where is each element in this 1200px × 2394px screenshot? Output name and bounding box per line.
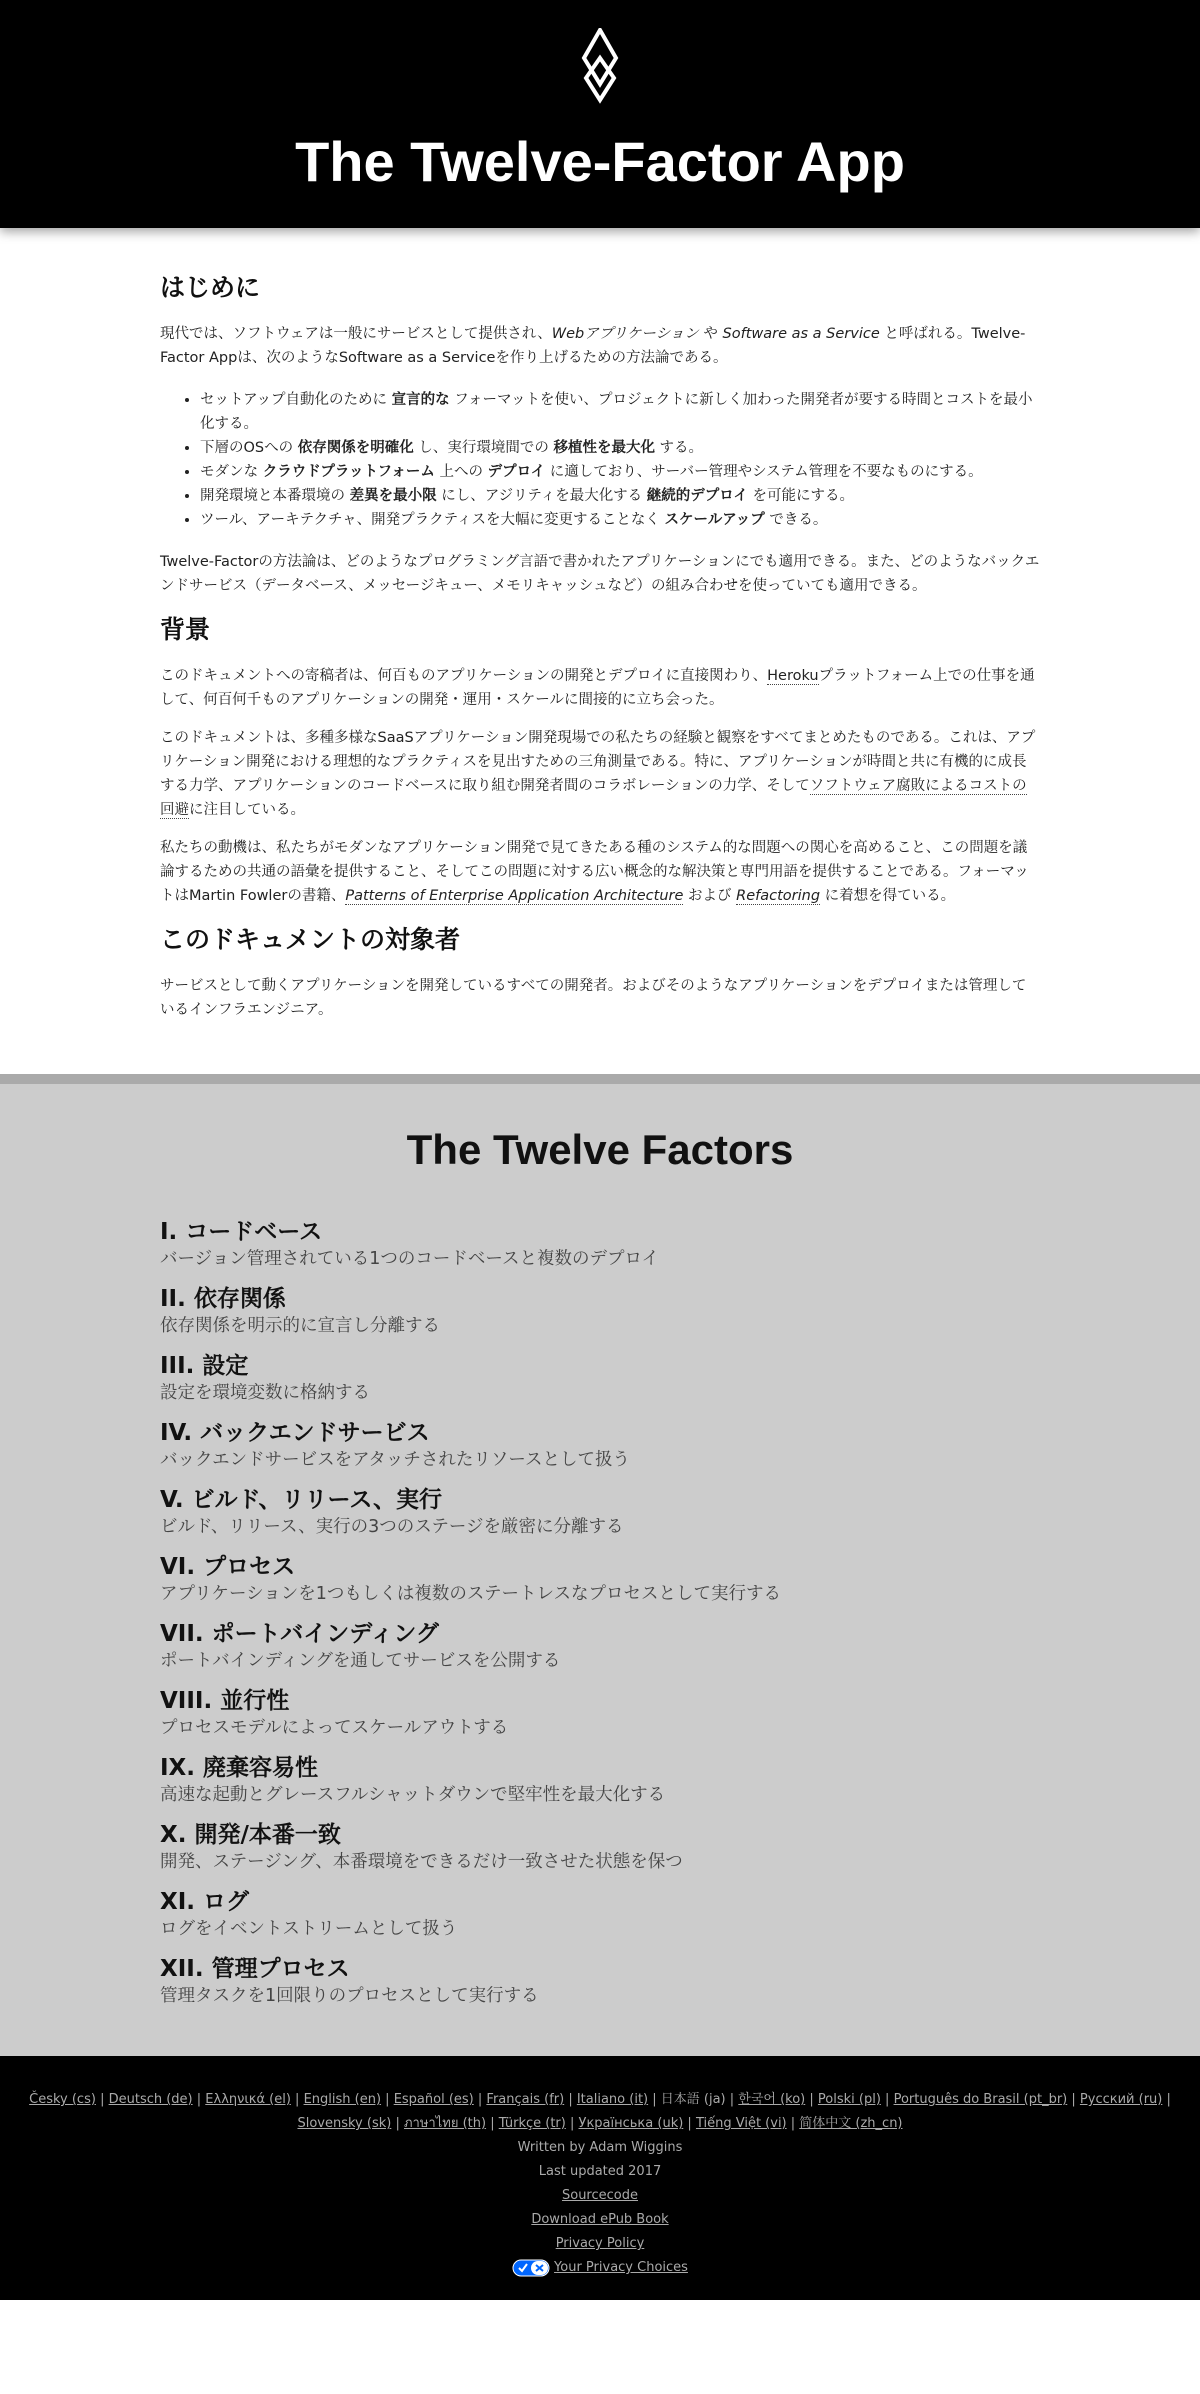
language-link[interactable]: Polski (pl) (817, 2092, 881, 2107)
factor-item[interactable] (160, 1620, 1040, 1674)
separator: | (381, 2092, 394, 2107)
list-item (200, 436, 1040, 460)
separator: | (805, 2092, 818, 2107)
factor-item[interactable] (160, 1754, 1040, 1808)
text: 私たちの動機は、私たちがモダンなアプリケーション開発で見てきたある種のシステム的な問題への関心を高めること、この問題を議論するための共通の語彙を提供すること、そしてこの問題に対する広い概念的な解決策と専門用語を提供することである。フォーマットはMartin Fowlerの書籍、 (160, 840, 1029, 904)
factor-item[interactable] (160, 1419, 1040, 1473)
intro-content (160, 228, 1040, 1056)
intro-paragraph-2: Twelve-Factorの方法論は、どのようなプログラミング言語で書かれたアプリケーションにでも適用できる。また、どのようなバックエンドサービス（データベース、メッセージキュー、メモリキャッシュなど）の組み合わせを使っていても適用できる。 (160, 554, 1040, 594)
text: このドキュメントへの寄稿者は、何百ものアプリケーションの開発とデプロイに直接関わり、 (160, 668, 768, 684)
epub-download-link[interactable]: Download ePub Book (531, 2212, 669, 2227)
language-link[interactable]: Deutsch (de) (108, 2092, 193, 2107)
language-link[interactable]: ภาษาไทย (th) (403, 2116, 487, 2131)
separator: | (725, 2092, 739, 2107)
text: このドキュメントは、多種多様なSaaSアプリケーション開発現場での私たちの経験と観察をすべてまとめたものである。これは、アプリケーション開発における理想的なプラクティスを見出すための三角測量である。特に、アプリケーションが時間と共に有機的に成長する力学、アプリケーションのコードベースに取り組む開発者間のコラボレーションの力学、そして (160, 730, 1036, 794)
emphasis: Webアプリケーション (551, 326, 699, 342)
text: 現代では、ソフトウェアは一般にサービスとして提供され、 (160, 326, 552, 342)
twelve-factor-logo-icon (570, 28, 630, 104)
site-title: The Twelve-Factor App (295, 130, 905, 193)
text: し、実行環境間での (413, 440, 554, 456)
audience-heading: このドキュメントの対象者 (160, 925, 461, 954)
bold-text: 依存関係を明確化 (297, 440, 414, 456)
language-link[interactable]: Português do Brasil (pt_br) (893, 2092, 1068, 2107)
book-title: Refactoring (736, 888, 821, 904)
separator: | (473, 2092, 487, 2107)
language-link[interactable]: Français (fr) (486, 2092, 565, 2107)
language-link[interactable]: English (en) (303, 2092, 382, 2107)
factor-item[interactable] (160, 1888, 1040, 1942)
factor-title-link[interactable]: III. 設定 (160, 1353, 249, 1379)
book-title: Patterns of Enterprise Application Architecture (345, 888, 684, 904)
bold-text: 継続的デプロイ (646, 488, 748, 504)
factor-title-link[interactable]: II. 依存関係 (160, 1286, 286, 1312)
factor-description: バックエンドサービスをアタッチされたリソースとして扱う (160, 1450, 631, 1470)
heroku-link[interactable]: Heroku (767, 668, 819, 684)
language-link[interactable]: Русский (ru) (1079, 2092, 1163, 2107)
factor-item[interactable] (160, 1821, 1040, 1875)
bold-text: 移植性を最大化 (553, 440, 655, 456)
factor-description: 設定を環境変数に格納する (160, 1383, 370, 1403)
text: と呼ばれる。Twelve-Factor Appは、次のようなSoftware as a Serviceを作り上げるための方法論である。 (160, 326, 1026, 366)
factor-title-link[interactable]: I. コードベース (160, 1219, 323, 1245)
text: に適しており、サーバー管理やシステム管理を不要なものにする。 (545, 464, 983, 480)
language-link[interactable]: Español (es) (393, 2092, 474, 2107)
language-list (20, 2088, 1180, 2136)
privacy-choices-link[interactable]: Your Privacy Choices (554, 2260, 688, 2275)
factor-description: ビルド、リリース、実行の3つのステージを厳密に分離する (160, 1517, 624, 1537)
factors-heading: The Twelve Factors (406, 1126, 794, 1173)
factors-section (0, 1084, 1200, 2056)
software-erosion-link[interactable]: ソフトウェア腐敗によるコストの回避 (160, 778, 1027, 818)
bold-text: 宣言的な (391, 392, 450, 408)
factor-title-link[interactable]: XII. 管理プロセス (160, 1956, 350, 1982)
text: する。 (654, 440, 704, 456)
language-link[interactable]: Tiếng Việt (vi) (695, 2116, 787, 2131)
text: 下層のOSへの (200, 440, 298, 456)
separator: | (486, 2116, 499, 2131)
separator: | (290, 2092, 304, 2107)
text: を可能にする。 (747, 488, 854, 504)
factor-description: ログをイベントストリームとして扱う (160, 1919, 458, 1939)
separator: | (786, 2116, 800, 2131)
factor-item[interactable] (160, 1352, 1040, 1406)
separator: | (648, 2092, 661, 2107)
background-heading: 背景 (160, 615, 211, 644)
text: や (698, 326, 723, 342)
text: セットアップ自動化のために (200, 392, 392, 408)
separator: | (880, 2092, 894, 2107)
factor-description: 管理タスクを1回限りのプロセスとして実行する (160, 1986, 539, 2006)
separator: | (1162, 2092, 1171, 2107)
separator: | (391, 2116, 404, 2131)
privacy-choices-toggle-icon (512, 2259, 550, 2277)
last-updated: Last updated 2017 (538, 2164, 662, 2179)
background-paragraph-2 (160, 726, 1040, 822)
bold-text: 差異を最小限 (349, 488, 437, 504)
separator: | (95, 2092, 109, 2107)
factor-title-link[interactable]: X. 開発/本番一致 (160, 1822, 341, 1848)
sourcecode-link[interactable]: Sourcecode (561, 2188, 638, 2203)
audience-paragraph: サービスとして動くアプリケーションを開発しているすべての開発者。およびそのようなアプリケーションをデプロイまたは管理しているインフラエンジニア。 (160, 978, 1027, 1018)
separator: | (565, 2116, 579, 2131)
factor-description: 依存関係を明示的に宣言し分離する (160, 1316, 440, 1336)
text: できる。 (764, 512, 828, 528)
language-link[interactable]: Italiano (it) (576, 2092, 649, 2107)
refactoring-book-link[interactable] (736, 888, 820, 905)
text: にし、アジリティを最大化する (436, 488, 647, 504)
factor-item[interactable] (160, 1285, 1040, 1339)
text: フォーマットを使い、プロジェクトに新しく加わった開発者が要する時間とコストを最小化する。 (200, 392, 1033, 432)
list-item (200, 508, 1040, 532)
poeaa-book-link[interactable] (345, 888, 683, 905)
site-header (0, 0, 1200, 228)
factor-title-link[interactable]: VIII. 並行性 (160, 1688, 290, 1714)
factor-title-link[interactable]: V. ビルド、リリース、実行 (160, 1487, 443, 1513)
separator: | (564, 2092, 577, 2107)
language-link[interactable]: Українська (uk) (578, 2116, 684, 2131)
bold-text: スケールアップ (664, 512, 765, 528)
text: ツール、アーキテクチャ、開発プラクティスを大幅に変更することなく (200, 512, 665, 528)
text: 開発環境と本番環境の (200, 488, 350, 504)
language-link[interactable]: 한국어 (ko) (738, 2092, 806, 2107)
text: に注目している。 (189, 802, 305, 818)
text: 上への (434, 464, 488, 480)
list-item (200, 388, 1040, 436)
intro-paragraph-1 (160, 322, 1040, 370)
language-link[interactable]: Ελληνικά (el) (205, 2092, 291, 2107)
bold-text: クラウドプラットフォーム (262, 464, 435, 480)
factor-title-link[interactable]: VI. プロセス (160, 1554, 296, 1580)
factor-item[interactable] (160, 1553, 1040, 1607)
list-item (200, 460, 1040, 484)
factor-description: バージョン管理されている1つのコードベースと複数のデプロイ (160, 1249, 660, 1269)
separator: | (683, 2116, 696, 2131)
language-link[interactable]: Slovensky (sk) (297, 2116, 392, 2131)
text: プラットフォーム上での仕事を通して、何百何千ものアプリケーションの開発・運用・スケールに間接的に立ち会った。 (160, 668, 1035, 708)
factor-item[interactable] (160, 1687, 1040, 1741)
site-footer (0, 2056, 1200, 2300)
separator: | (192, 2092, 206, 2107)
bold-text: デプロイ (487, 464, 546, 480)
list-item (200, 484, 1040, 508)
factor-item[interactable] (160, 1955, 1040, 2009)
factor-description: ポートバインディングを通してサービスを公開する (160, 1651, 561, 1671)
text: モダンな (200, 464, 263, 480)
language-link[interactable]: 简体中文 (zh_cn) (799, 2116, 903, 2131)
intro-bullet-list (160, 388, 1040, 532)
factor-title-link[interactable]: IV. バックエンドサービス (160, 1420, 430, 1446)
current-language: 日本語 (ja) (660, 2092, 726, 2107)
language-link[interactable]: Česky (cs) (29, 2092, 96, 2107)
factor-description: 開発、ステージング、本番環境をできるだけ一致させた状態を保つ (160, 1852, 683, 1872)
privacy-policy-link[interactable]: Privacy Policy (555, 2236, 645, 2251)
factor-description: アプリケーションを1つもしくは複数のステートレスなプロセスとして実行する (160, 1584, 782, 1604)
background-paragraph-3 (160, 836, 1040, 908)
author-credit: Written by Adam Wiggins (517, 2140, 683, 2155)
separator: | (1067, 2092, 1080, 2107)
factor-title-link[interactable]: XI. ログ (160, 1889, 250, 1915)
text: および (683, 888, 737, 904)
factor-description: 高速な起動とグレースフルシャットダウンで堅牢性を最大化する (160, 1785, 666, 1805)
language-row (20, 2112, 1180, 2136)
language-row (20, 2088, 1180, 2112)
language-link[interactable]: Türkçe (tr) (498, 2116, 566, 2131)
privacy-choices[interactable] (20, 2256, 1180, 2280)
intro-heading: はじめに (160, 273, 261, 302)
factor-title-link[interactable]: VII. ポートバインディング (160, 1621, 439, 1647)
factor-item[interactable] (160, 1218, 1040, 1272)
emphasis: Software as a Service (722, 326, 880, 342)
factor-title-link[interactable]: IX. 廃棄容易性 (160, 1755, 319, 1781)
text: に着想を得ている。 (820, 888, 956, 904)
background-paragraph-1 (160, 664, 1040, 712)
factor-item[interactable] (160, 1486, 1040, 1540)
section-divider (0, 1074, 1200, 1084)
factor-description: プロセスモデルによってスケールアウトする (160, 1718, 509, 1738)
